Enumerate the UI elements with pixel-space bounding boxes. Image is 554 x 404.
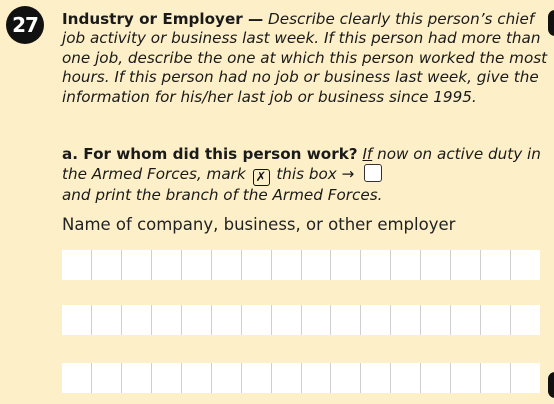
letter-cell[interactable] — [361, 305, 391, 335]
part-a-text-after: this box → — [276, 165, 355, 184]
question-description: Describe clearly this person’s chief job activity or business last week. If this person had more than one job, describe the one at which this person worked the most hours. If this person had no job or business last week, give the information for his/her last job or business since 1995. — [62, 10, 548, 106]
question-number: 27 — [12, 13, 38, 37]
letter-cell[interactable] — [122, 305, 152, 335]
letter-cell[interactable] — [242, 305, 272, 335]
letter-cell[interactable] — [212, 305, 242, 335]
letter-cell[interactable] — [511, 305, 540, 335]
letter-cell[interactable] — [182, 305, 212, 335]
letter-cell[interactable] — [62, 305, 92, 335]
letter-cell[interactable] — [481, 305, 511, 335]
part-a-text-middle: now on active duty in the Armed Forces, mark — [62, 145, 541, 184]
employer-field-label: Name of company, business, or other employer — [62, 215, 456, 234]
letter-cell[interactable] — [92, 363, 122, 393]
part-a-text-end: and print the branch of the Armed Forces. — [62, 186, 383, 205]
letter-cell[interactable] — [451, 305, 481, 335]
if-word: If — [362, 145, 373, 163]
employer-entry-row-1[interactable] — [62, 250, 540, 280]
employer-entry-row-3[interactable] — [62, 363, 540, 393]
letter-cell[interactable] — [421, 305, 451, 335]
letter-cell[interactable] — [361, 250, 391, 280]
letter-cell[interactable] — [212, 250, 242, 280]
letter-cell[interactable] — [152, 250, 182, 280]
letter-cell[interactable] — [272, 363, 302, 393]
question-number-badge — [6, 6, 44, 44]
letter-cell[interactable] — [182, 250, 212, 280]
letter-cell[interactable] — [62, 250, 92, 280]
letter-cell[interactable] — [451, 363, 481, 393]
letter-cell[interactable] — [122, 363, 152, 393]
x-mark-example-icon: ✗ — [253, 169, 270, 186]
letter-cell[interactable] — [302, 305, 332, 335]
letter-cell[interactable] — [421, 363, 451, 393]
letter-cell[interactable] — [302, 250, 332, 280]
letter-cell[interactable] — [511, 250, 540, 280]
armed-forces-checkbox[interactable] — [364, 164, 382, 182]
scan-registration-mark-bottom — [548, 372, 554, 398]
letter-cell[interactable] — [212, 363, 242, 393]
letter-cell[interactable] — [391, 250, 421, 280]
letter-cell[interactable] — [62, 363, 92, 393]
letter-cell[interactable] — [421, 250, 451, 280]
letter-cell[interactable] — [391, 363, 421, 393]
letter-cell[interactable] — [122, 250, 152, 280]
letter-cell[interactable] — [331, 250, 361, 280]
letter-cell[interactable] — [481, 363, 511, 393]
letter-cell[interactable] — [242, 363, 272, 393]
letter-cell[interactable] — [152, 305, 182, 335]
employer-entry-row-2[interactable] — [62, 305, 540, 335]
part-a-question: a. For whom did this person work? — [62, 145, 358, 163]
letter-cell[interactable] — [272, 250, 302, 280]
letter-cell[interactable] — [242, 250, 272, 280]
question-title: Industry or Employer — — [62, 10, 264, 28]
part-a-prompt — [62, 145, 552, 206]
letter-cell[interactable] — [481, 250, 511, 280]
letter-cell[interactable] — [272, 305, 302, 335]
letter-cell[interactable] — [361, 363, 391, 393]
letter-cell[interactable] — [331, 363, 361, 393]
letter-cell[interactable] — [302, 363, 332, 393]
letter-cell[interactable] — [92, 250, 122, 280]
letter-cell[interactable] — [451, 250, 481, 280]
letter-cell[interactable] — [511, 363, 540, 393]
letter-cell[interactable] — [391, 305, 421, 335]
letter-cell[interactable] — [331, 305, 361, 335]
question-intro — [62, 10, 552, 107]
letter-cell[interactable] — [92, 305, 122, 335]
letter-cell[interactable] — [182, 363, 212, 393]
letter-cell[interactable] — [152, 363, 182, 393]
